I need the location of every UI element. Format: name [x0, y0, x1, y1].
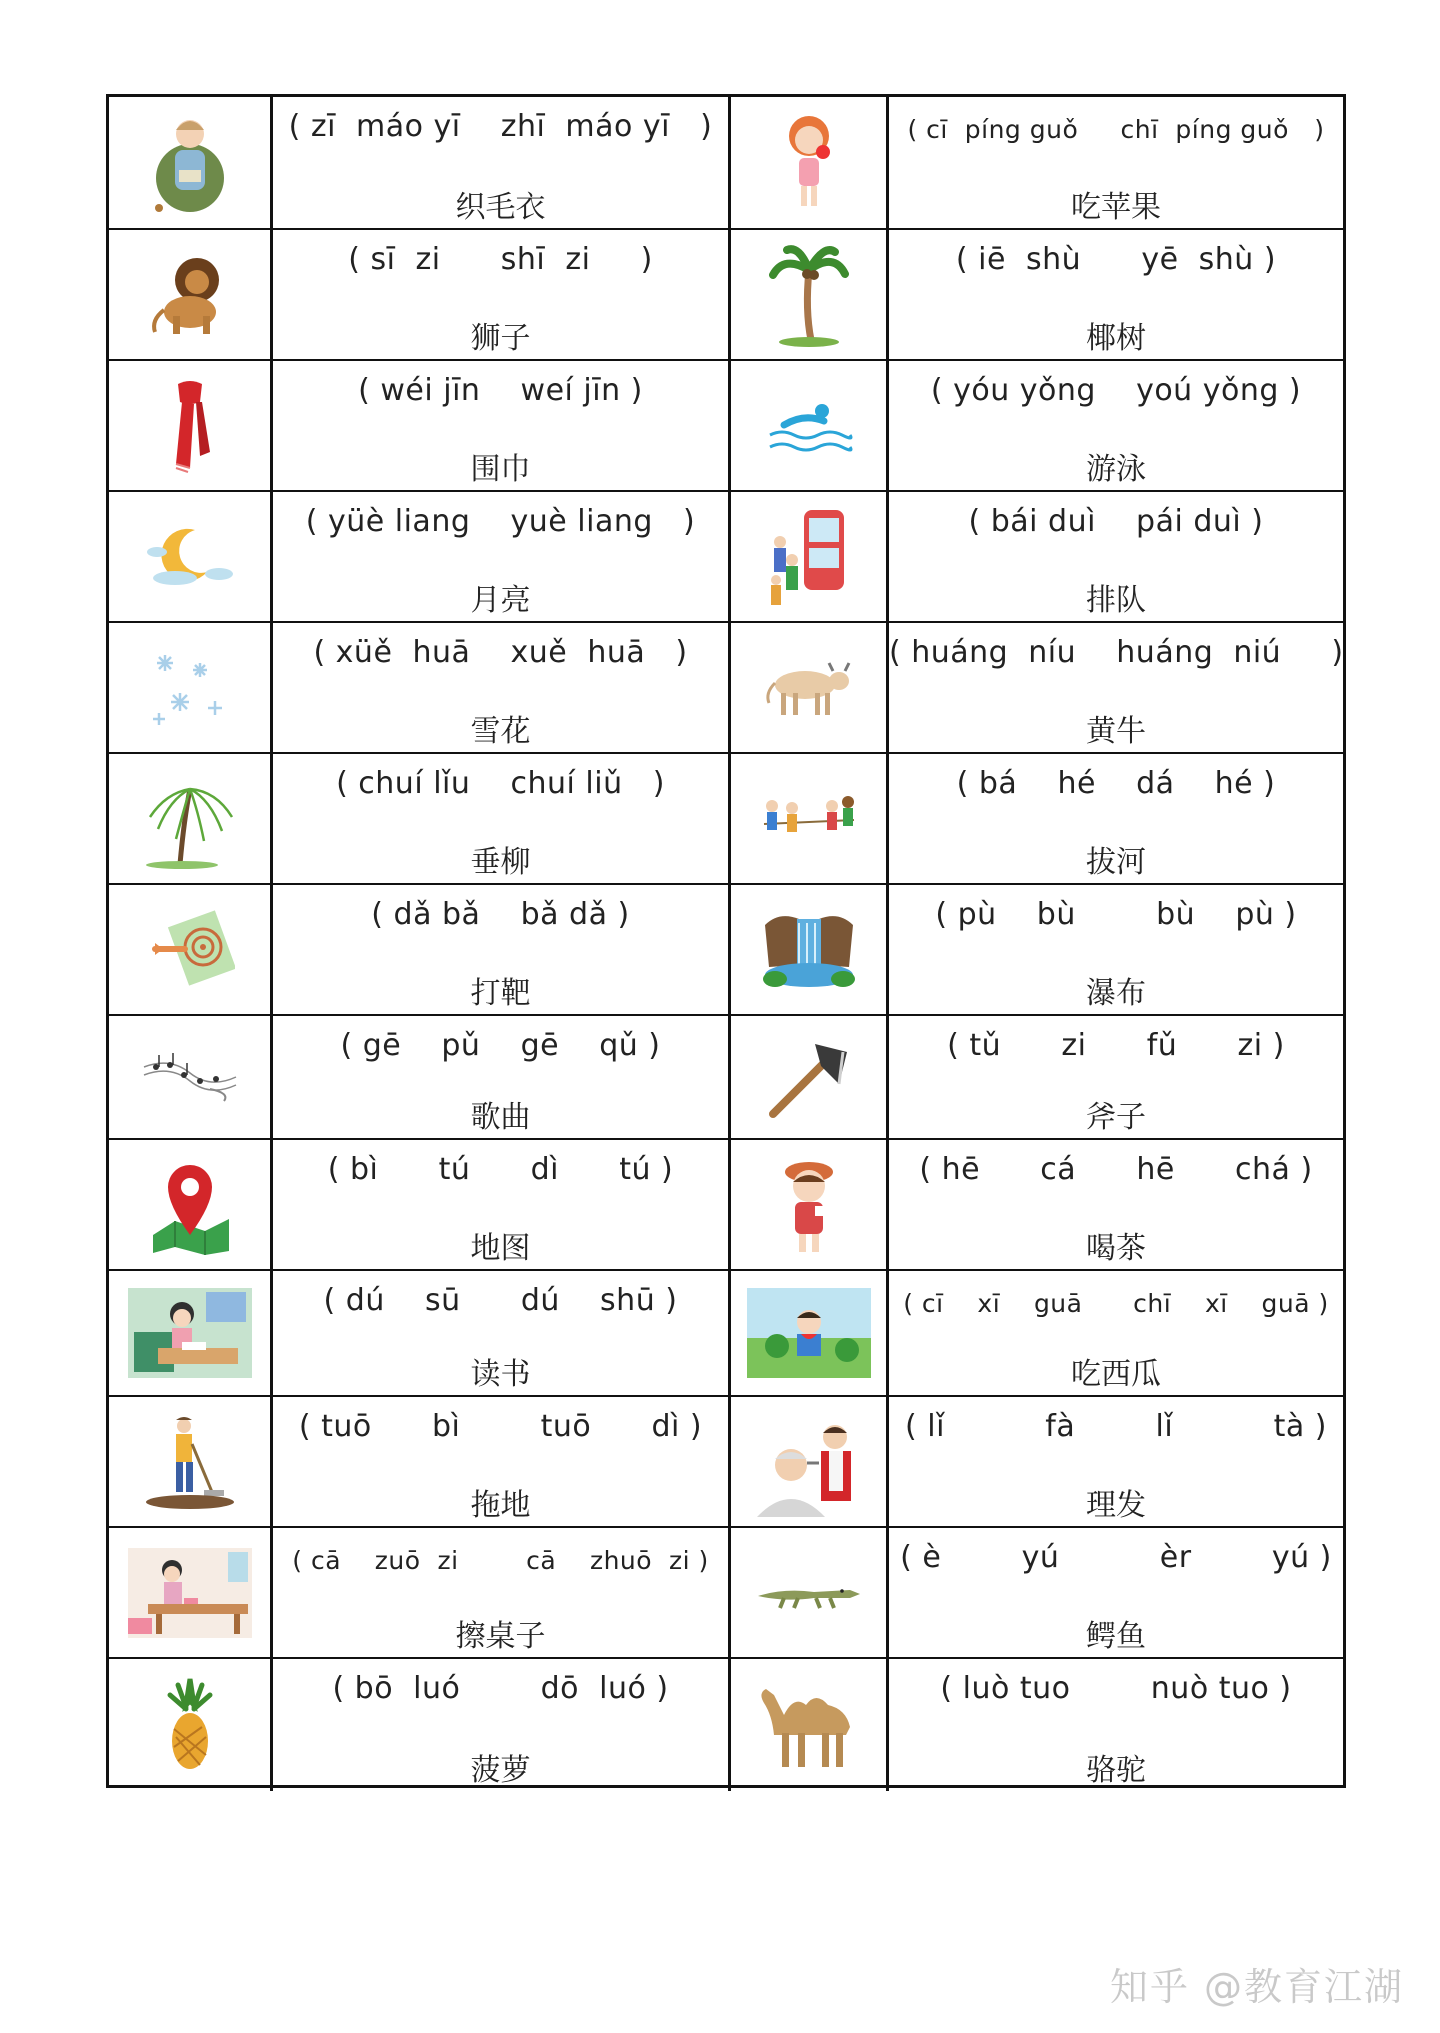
pinyin-options: ( chuí lǐu chuí liǔ )	[336, 766, 665, 801]
picture-cell	[109, 1271, 273, 1395]
pinyin-options: ( è yú èr yú )	[900, 1540, 1332, 1575]
picture-cell	[109, 1528, 273, 1657]
word-cell	[273, 1397, 731, 1526]
table-row	[109, 1269, 1343, 1395]
chinese-word: 黄牛	[1086, 714, 1146, 749]
chinese-word: 骆驼	[1086, 1753, 1146, 1788]
chinese-word: 擦桌子	[455, 1619, 546, 1654]
chinese-word: 瀑布	[1086, 976, 1146, 1011]
lion-icon	[145, 250, 235, 340]
pinyin-options: ( bá hé dá hé )	[956, 766, 1276, 801]
picture-cell	[731, 1271, 889, 1395]
dartboard-icon	[145, 905, 235, 995]
word-cell	[889, 885, 1343, 1014]
man-mopping-icon	[140, 1412, 240, 1512]
picture-cell	[731, 623, 889, 752]
word-cell	[889, 230, 1343, 359]
crocodile-icon	[754, 1568, 864, 1618]
table-row	[109, 1395, 1343, 1526]
word-cell	[273, 361, 731, 490]
map-pin-icon	[145, 1155, 235, 1255]
pineapple-icon	[160, 1675, 220, 1775]
word-cell	[273, 97, 731, 228]
swimmer-icon	[764, 391, 854, 461]
word-cell	[273, 885, 731, 1014]
word-cell	[273, 623, 731, 752]
pinyin-options: ( tǔ zi fǔ zi )	[947, 1028, 1285, 1063]
picture-cell	[731, 97, 889, 228]
picture-cell	[731, 492, 889, 621]
picture-cell	[109, 754, 273, 883]
pinyin-options: ( huáng níu huáng niú )	[889, 635, 1344, 670]
snowflakes-icon	[145, 643, 235, 733]
chinese-word: 读书	[470, 1357, 531, 1392]
chinese-word: 理发	[1086, 1488, 1146, 1523]
pinyin-options: ( hē cá hē chá )	[919, 1152, 1313, 1187]
pinyin-options: ( sī zi shī zi )	[348, 242, 653, 277]
chinese-word: 吃西瓜	[1071, 1357, 1161, 1392]
word-cell	[889, 1528, 1343, 1657]
pinyin-options: ( wéi jīn weí jīn )	[358, 373, 643, 408]
picture-cell	[109, 230, 273, 359]
picture-cell	[109, 1016, 273, 1138]
chinese-word: 斧子	[1086, 1100, 1146, 1135]
yellow-cow-icon	[759, 653, 859, 723]
table-row	[109, 228, 1343, 359]
pinyin-options: ( bō luó dō luó )	[332, 1671, 669, 1706]
word-cell	[889, 97, 1343, 228]
word-cell	[273, 1528, 731, 1657]
axe-icon	[759, 1032, 859, 1122]
picture-cell	[109, 623, 273, 752]
chinese-word: 拔河	[1086, 845, 1146, 880]
picture-cell	[731, 1659, 889, 1791]
boy-eating-watermelon-icon	[747, 1288, 871, 1378]
word-cell	[889, 1659, 1343, 1791]
word-cell	[273, 1271, 731, 1395]
girl-reading-icon	[128, 1288, 252, 1378]
tug-of-war-icon	[754, 784, 864, 854]
pinyin-options: ( lǐ fà lǐ tà )	[905, 1409, 1327, 1444]
chinese-word: 雪花	[470, 714, 531, 749]
pinyin-options: ( tuō bì tuō dì )	[298, 1409, 703, 1444]
camel-icon	[754, 1675, 864, 1775]
chinese-word: 织毛衣	[455, 190, 546, 225]
picture-cell	[731, 1140, 889, 1269]
word-cell	[889, 623, 1343, 752]
table-row	[109, 490, 1343, 621]
pinyin-options: ( iē shù yē shù )	[955, 242, 1277, 277]
girl-wiping-table-icon	[128, 1548, 252, 1638]
barber-icon	[747, 1407, 871, 1517]
coconut-tree-icon	[769, 240, 849, 350]
picture-cell	[731, 754, 889, 883]
chinese-word: 排队	[1086, 583, 1146, 618]
chinese-word: 月亮	[470, 583, 531, 618]
chinese-word: 狮子	[470, 321, 531, 356]
table-row	[109, 97, 1343, 228]
word-cell	[889, 754, 1343, 883]
table-row	[109, 1014, 1343, 1138]
chinese-word: 拖地	[470, 1488, 531, 1523]
girl-eating-apple-icon	[769, 108, 849, 218]
pinyin-options: ( dú sū dú shū )	[323, 1283, 678, 1318]
table-row	[109, 621, 1343, 752]
pinyin-options: ( pù bù bù pù )	[935, 897, 1297, 932]
picture-cell	[109, 1140, 273, 1269]
chinese-word: 围巾	[470, 452, 531, 487]
picture-cell	[109, 885, 273, 1014]
word-cell	[273, 230, 731, 359]
picture-cell	[109, 97, 273, 228]
pinyin-options: ( xüě huā xuě huā )	[313, 635, 688, 670]
table-row	[109, 883, 1343, 1014]
pinyin-options: ( cā zuō zi cā zhuō zi )	[292, 1546, 709, 1575]
picture-cell	[731, 230, 889, 359]
word-cell	[273, 754, 731, 883]
picture-cell	[731, 1397, 889, 1526]
chinese-word: 吃苹果	[1071, 190, 1161, 225]
scarf-icon	[160, 376, 220, 476]
word-cell	[273, 1016, 731, 1138]
chinese-word: 打靶	[470, 976, 531, 1011]
queue-bus-icon	[764, 502, 854, 612]
table-row	[109, 359, 1343, 490]
word-cell	[889, 361, 1343, 490]
word-cell	[889, 1016, 1343, 1138]
waterfall-icon	[759, 905, 859, 995]
picture-cell	[109, 492, 273, 621]
picture-cell	[109, 361, 273, 490]
girl-drinking-tea-icon	[769, 1150, 849, 1260]
pinyin-options: ( luò tuo nuò tuo )	[940, 1671, 1292, 1706]
picture-cell	[109, 1659, 273, 1791]
chinese-word: 喝茶	[1086, 1231, 1146, 1266]
pinyin-options: ( dǎ bǎ bǎ dǎ )	[371, 897, 630, 932]
moon-icon	[145, 522, 235, 592]
chinese-word: 垂柳	[470, 845, 531, 880]
word-cell	[889, 1397, 1343, 1526]
watermark: 知乎 @教育江湖	[1109, 1965, 1404, 2009]
table-row	[109, 752, 1343, 883]
word-cell	[889, 1271, 1343, 1395]
pinyin-options: ( bái duì pái duì )	[968, 504, 1264, 539]
pinyin-options: ( zī máo yī zhī máo yī )	[288, 109, 713, 144]
worksheet-table	[106, 94, 1346, 1788]
pinyin-options: ( yüè liang yuè liang )	[305, 504, 696, 539]
word-cell	[273, 492, 731, 621]
willow-tree-icon	[140, 769, 240, 869]
pinyin-options: ( bì tú dì tú )	[327, 1152, 674, 1187]
pinyin-options: ( cī píng guǒ chī píng guǒ )	[907, 115, 1325, 144]
pinyin-options: ( cī xī guā chī xī guā )	[903, 1289, 1329, 1318]
pinyin-options: ( yóu yǒng yoú yǒng )	[930, 373, 1302, 408]
picture-cell	[109, 1397, 273, 1526]
word-cell	[273, 1140, 731, 1269]
table-row	[109, 1138, 1343, 1269]
picture-cell	[731, 361, 889, 490]
chinese-word: 椰树	[1086, 321, 1146, 356]
chinese-word: 鳄鱼	[1086, 1619, 1146, 1654]
picture-cell	[731, 1528, 889, 1657]
pinyin-options: ( gē pǔ gē qǔ )	[340, 1028, 661, 1063]
table-row	[109, 1657, 1343, 1791]
chinese-word: 地图	[470, 1231, 531, 1266]
picture-cell	[731, 1016, 889, 1138]
chinese-word: 菠萝	[470, 1753, 531, 1788]
music-notes-icon	[140, 1047, 240, 1107]
grandma-knitting-icon	[145, 108, 235, 218]
chinese-word: 歌曲	[470, 1100, 531, 1135]
picture-cell	[731, 885, 889, 1014]
word-cell	[889, 1140, 1343, 1269]
table-row	[109, 1526, 1343, 1657]
chinese-word: 游泳	[1086, 452, 1146, 487]
word-cell	[889, 492, 1343, 621]
word-cell	[273, 1659, 731, 1791]
